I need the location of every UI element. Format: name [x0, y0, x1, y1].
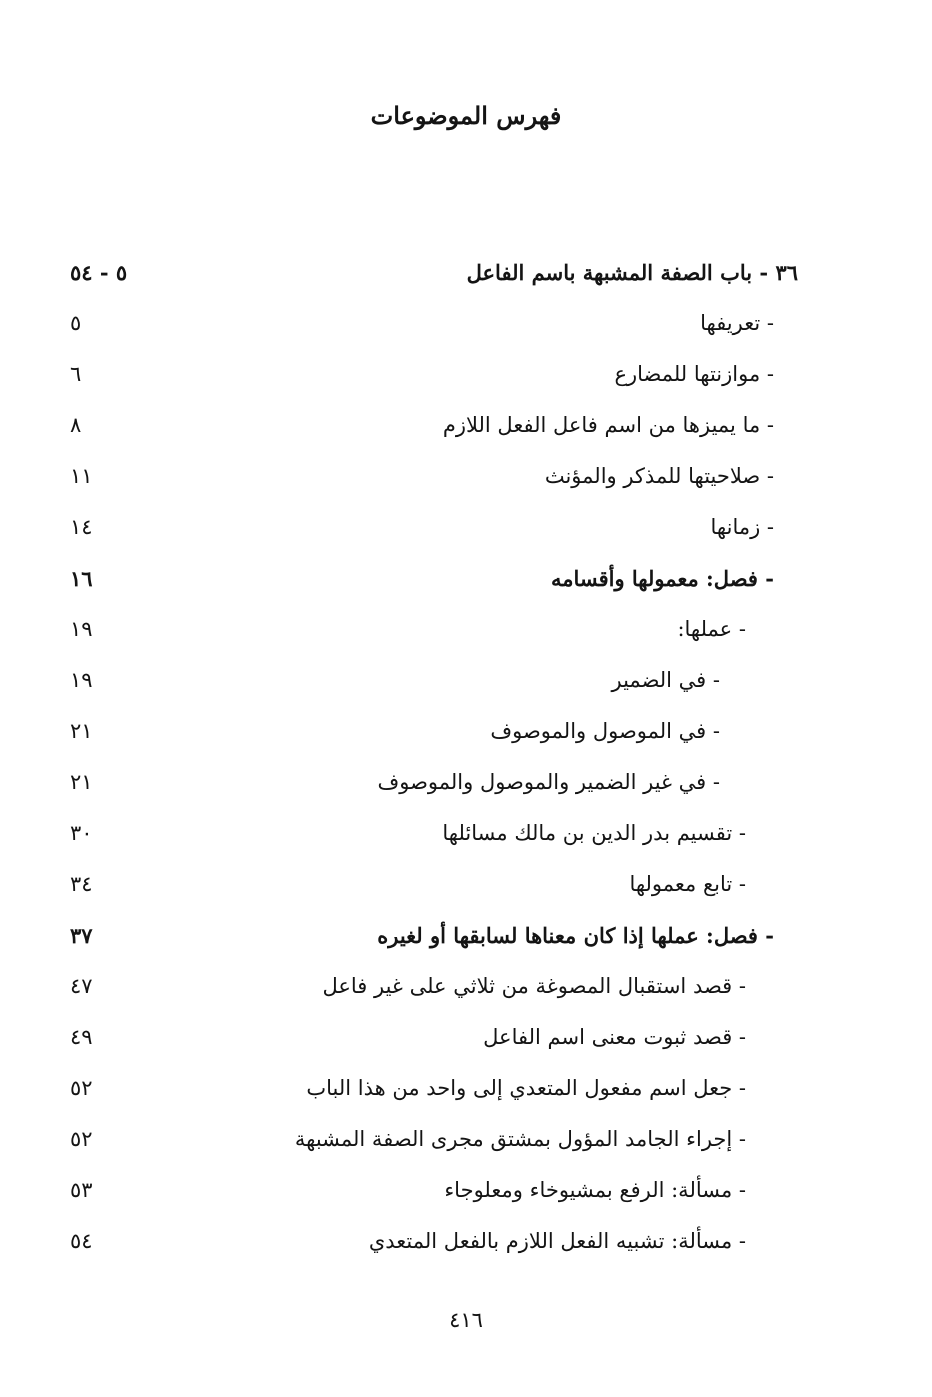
toc-entry	[0, 1216, 932, 1267]
toc-entry	[0, 910, 932, 961]
toc-entry-page: ٣٤	[70, 872, 93, 896]
toc-entry-title: - تعريفها	[700, 311, 774, 335]
toc-entry-page: ٣٠	[70, 821, 93, 845]
toc-entry	[0, 961, 932, 1012]
toc-entry-page: ٦	[70, 362, 82, 386]
toc-entry-page: ٥٣	[70, 1178, 93, 1202]
toc-entry-title: - تابع معمولها	[629, 872, 746, 896]
toc-entry-page: ٨	[70, 413, 82, 437]
toc-entry-page: ٥٤	[70, 1229, 93, 1253]
toc-entry-title: - فصل: معمولها وأقسامه	[550, 566, 774, 591]
toc-entry-title: - قصد استقبال المصوغة من ثلاثي على غير فاعل	[322, 974, 746, 998]
toc-entry	[0, 451, 932, 502]
toc-entry-page: ٢١	[70, 770, 93, 794]
toc-entry	[0, 808, 932, 859]
toc-entry-page: ١٤	[70, 515, 93, 539]
page-title: فهرس الموضوعات	[370, 101, 562, 130]
toc-entry-page: ٥ - ٥٤	[70, 260, 128, 285]
toc-entry-page: ١٦	[70, 566, 93, 591]
toc-entry-title: - موازنتها للمضارع	[614, 362, 774, 386]
toc-entry	[0, 1063, 932, 1114]
toc-entry	[0, 502, 932, 553]
toc-entry	[0, 298, 932, 349]
toc-entry	[0, 1012, 932, 1063]
toc-entry-page: ٣٧	[70, 923, 93, 948]
toc-entry-page: ٥٢	[70, 1076, 93, 1100]
toc-entry-title: - ما يميزها من اسم فاعل الفعل اللازم	[442, 413, 774, 437]
toc-entry	[0, 400, 932, 451]
toc-entry-title: - جعل اسم مفعول المتعدي إلى واحد من هذا الباب	[306, 1076, 746, 1100]
toc-entry-title: - في الموصول والموصوف	[490, 719, 720, 743]
toc-entry	[0, 1114, 932, 1165]
toc-entry	[0, 1165, 932, 1216]
toc-entry-page: ٤٧	[70, 974, 93, 998]
toc-entry	[0, 706, 932, 757]
toc-entry-page: ١٩	[70, 617, 93, 641]
toc-entry-title: - قصد ثبوت معنى اسم الفاعل	[483, 1025, 746, 1049]
toc-entry-title: ٣٦ - باب الصفة المشبهة باسم الفاعل	[466, 260, 798, 285]
toc-entry	[0, 349, 932, 400]
toc-entry-page: ٤٩	[70, 1025, 93, 1049]
toc-entry-page: ٥٢	[70, 1127, 93, 1151]
page-number: ٤١٦	[449, 1308, 483, 1332]
toc-entry	[0, 655, 932, 706]
toc-entry-title: - صلاحيتها للمذكر والمؤنث	[544, 464, 774, 488]
toc-entry-title: - فصل: عملها إذا كان معناها لسابقها أو لغيره	[377, 923, 774, 948]
toc-entry-title: - تقسيم بدر الدين بن مالك مسائلها	[442, 821, 746, 845]
toc-entry-page: ١٩	[70, 668, 93, 692]
toc-entry-page: ١١	[70, 464, 93, 488]
toc-entry-title: - إجراء الجامد المؤول بمشتق مجرى الصفة المشبهة	[294, 1127, 746, 1151]
toc-entry-title: - عملها:	[677, 617, 746, 641]
toc-entry	[0, 757, 932, 808]
toc-entry-page: ٥	[70, 311, 82, 335]
toc-entry	[0, 247, 932, 298]
toc-entry	[0, 604, 932, 655]
toc-entry-title: - في الضمير	[611, 668, 720, 692]
toc-entry-title: - مسألة: تشبيه الفعل اللازم بالفعل المتعدي	[368, 1229, 746, 1253]
toc-entry-title: - مسألة: الرفع بمشيوخاء ومعلوجاء	[444, 1178, 746, 1202]
toc-entry-title: - في غير الضمير والموصول والموصوف	[377, 770, 720, 794]
table-of-contents	[0, 247, 932, 1267]
toc-entry	[0, 553, 932, 604]
toc-entry-page: ٢١	[70, 719, 93, 743]
toc-entry	[0, 859, 932, 910]
toc-entry-title: - زمانها	[710, 515, 774, 539]
